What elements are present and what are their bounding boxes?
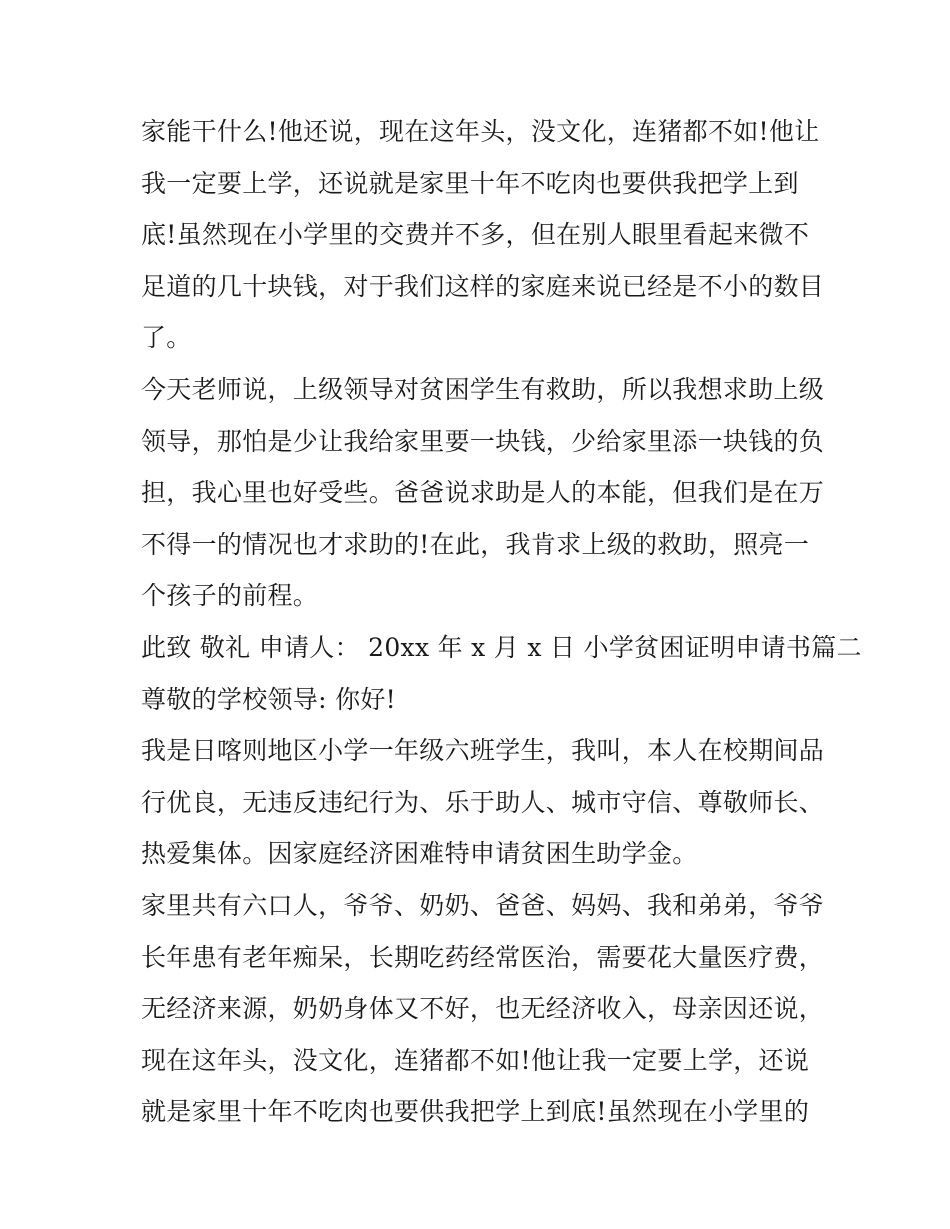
text-line: 无经济来源，奶奶身体又不好，也无经济收入，母亲因还说， (141, 994, 825, 1024)
text-line: 尊敬的学校领导: 你好! (141, 684, 397, 714)
paragraph-1 (141, 106, 825, 364)
text-line: 担，我心里也好受些。爸爸说求助是人的本能，但我们是在万 (141, 478, 825, 508)
paragraph-4 (141, 725, 825, 880)
text-line: 底!虽然现在小学里的交费并不多，但在别人眼里看起来微不 (141, 220, 810, 250)
text-line: 家能干什么!他还说，现在这年头，没文化，连猪都不如!他让 (141, 117, 820, 146)
text-line: 我是日喀则地区小学一年级六班学生，我叫，本人在校期间品 (141, 736, 825, 766)
text-line: 领导，那怕是少让我给家里要一块钱，少给家里添一块钱的负 (141, 426, 825, 456)
text-line: 现在这年头，没文化，连猪都不如!他让我一定要上学，还说 (141, 1045, 810, 1075)
text-line: 了。 (141, 323, 192, 353)
text-line: 今天老师说，上级领导对贫困学生有救助，所以我想求助上级 (141, 374, 825, 404)
paragraph-3 (141, 622, 862, 725)
text-line: 家里共有六口人，爷爷、奶奶、爸爸、妈妈、我和弟弟，爷爷 (141, 890, 825, 920)
paragraph-5 (141, 880, 825, 1138)
text-line: 热爱集体。因家庭经济困难特申请贫困生助学金。 (141, 839, 698, 869)
text-line: 就是家里十年不吃肉也要供我把学上到底!虽然现在小学里的 (141, 1097, 810, 1127)
text-line: 我一定要上学，还说就是家里十年不吃肉也要供我把学上到 (141, 168, 799, 198)
document-body (141, 106, 862, 1138)
text-line: 行优良，无违反违纪行为、乐于助人、城市守信、尊敬师长、 (141, 787, 825, 817)
text-line: 此致 敬礼 申请人： 20xx 年 x 月 x 日 小学贫困证明申请书篇二 (141, 632, 862, 662)
text-line: 不得一的情况也才求助的!在此，我肯求上级的救助，照亮一 (141, 529, 810, 559)
text-line: 足道的几十块钱，对于我们这样的家庭来说已经是不小的数目 (141, 271, 825, 301)
paragraph-2 (141, 364, 825, 622)
text-line: 长年患有老年痴呆，长期吃药经常医治，需要花大量医疗费， (141, 942, 825, 972)
text-line: 个孩子的前程。 (141, 581, 319, 611)
